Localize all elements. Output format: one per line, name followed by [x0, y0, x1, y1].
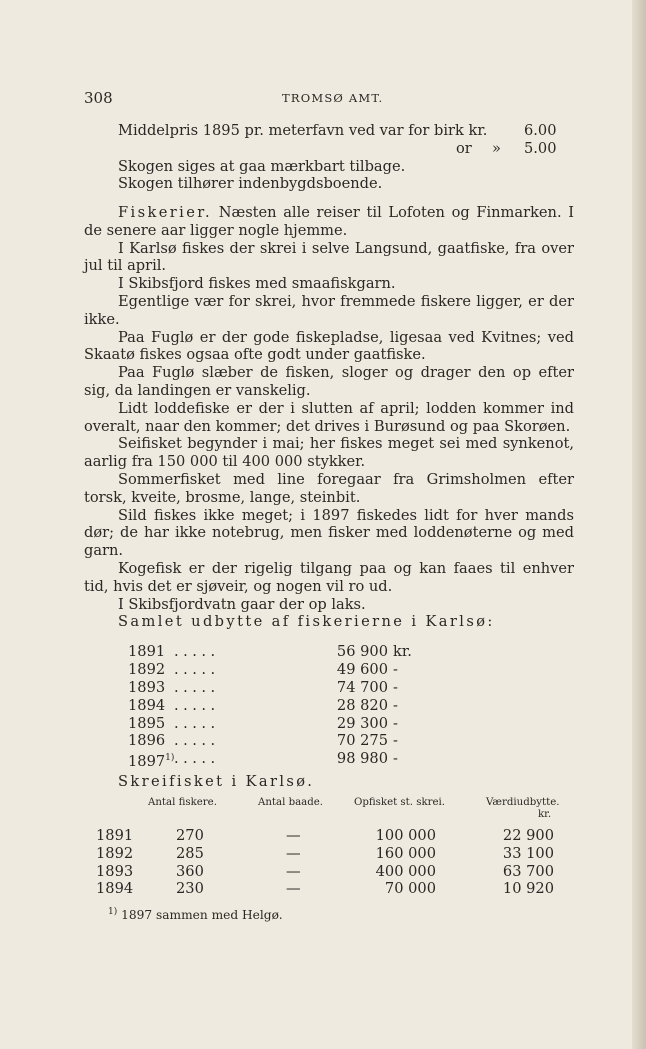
paragraph: Seifisket begynder i mai; her fiskes meget sei med synkenot, aarlig fra 150 000 til 400 000 stykker.: [84, 435, 574, 471]
cod-table-title: Skreifisket i Karlsø.: [118, 773, 315, 790]
page-header: [84, 89, 574, 109]
cod-table-title-wrap: [84, 773, 574, 791]
table-row: 1893 360 — 400 000 63 700: [96, 862, 554, 880]
cod-table: [96, 797, 566, 898]
fisheries-section: [84, 204, 574, 631]
paragraph: Skogen tilhører indenbygdsboende.: [118, 175, 383, 193]
yield-table: [128, 643, 458, 771]
footnote-ref: 1): [165, 753, 175, 764]
price-text: or: [456, 139, 472, 157]
column-header: Antal baade.: [258, 797, 324, 808]
column-header: Værdiudbytte.: [486, 797, 560, 808]
price-text: Middelpris 1895 pr. meterfavn ved var for birk kr.: [118, 122, 488, 139]
price-value: 6.00: [524, 122, 557, 139]
paragraph: I Skibsfjord fiskes med smaafiskgarn.: [118, 275, 396, 293]
table-header: [96, 797, 566, 827]
paragraph: Kogefisk er der rigelig tilgang paa og kan faaes til enhver tid, hvis det er sjøveir, og nogen vil ro ud.: [84, 559, 574, 595]
section-heading: Fiskerier.: [118, 204, 213, 221]
table-row: 1892 285 — 160 000 33 100: [96, 844, 554, 862]
table-row: 1897$^{1)}$ ..... 98 980 -: [128, 750, 398, 771]
table-row: 1893 ..... 74 700 -: [128, 678, 398, 696]
table-row: 1894 230 — 70 000 10 920: [96, 880, 554, 898]
column-unit: kr.: [538, 809, 552, 820]
paragraph: Fiskerier. Næsten alle reiser til Lofoten og Finmarken. I de senere aar ligger nogle hjemme.: [84, 204, 574, 239]
footnote-mark: 1): [108, 907, 118, 917]
paragraph: Sild fiskes ikke meget; i 1897 fiskedes lidt for hver mands dør; de har ikke notebrug, men fisker med loddenøterne og med garn.: [84, 506, 574, 560]
table-row: 1896 ..... 70 275 -: [128, 732, 398, 750]
paragraph: I Skibsfjordvatn gaar der op laks.: [118, 595, 366, 613]
page-edge: [632, 0, 646, 1049]
paragraph: Sommerfisket med line foregaar fra Grimsholmen efter torsk, kveite, brosme, lange, steinbit.: [84, 470, 574, 506]
price-value: 5.00: [524, 139, 557, 157]
paragraph: I Karlsø fiskes der skrei i selve Langsund, gaatfiske, fra over jul til april.: [84, 239, 574, 275]
paragraph: Paa Fuglø er der gode fiskepladse, ligesaa ved Kvitnes; ved Skaatø fiskes ogsaa ofte godt under gaatfiske.: [84, 328, 574, 364]
page-number: 308: [84, 89, 113, 107]
paragraph: Egentlige vær for skrei, hvor fremmede fiskere ligger, er der ikke.: [84, 292, 574, 328]
paragraph: Lidt loddefiske er der i slutten af april; lodden kommer ind overalt, naar den kommer; det drives i Burøsund og paa Skorøen.: [84, 399, 574, 435]
price-row-birch: [84, 122, 574, 140]
footnote: [108, 907, 283, 922]
table-row: 1892 ..... 49 600 -: [128, 660, 398, 678]
table-row: 1894 ..... 28 820 -: [128, 696, 398, 714]
paragraph: Paa Fuglø slæber de fisken, sloger og drager den op efter sig, da landingen er vanskelig.: [84, 364, 574, 399]
table-row: 1891 270 — 100 000 22 900: [96, 827, 554, 844]
column-header: Opfisket st. skrei.: [354, 797, 446, 808]
paragraph: Samlet udbytte af fiskerierne i Karlsø:: [118, 613, 495, 631]
footnote-text: 1897 sammen med Helgø.: [121, 908, 283, 923]
ditto-mark: »: [492, 139, 501, 157]
paragraph: Skogen siges at gaa mærkbart tilbage.: [118, 157, 406, 175]
price-block: [84, 122, 574, 193]
table-row: 1891 ..... 56 900 kr.: [128, 643, 412, 660]
running-title: TROMSØ AMT.: [282, 91, 384, 105]
table-row: 1895 ..... 29 300 -: [128, 714, 398, 732]
column-header: Antal fiskere.: [148, 797, 217, 808]
price-row-other: [84, 140, 574, 158]
